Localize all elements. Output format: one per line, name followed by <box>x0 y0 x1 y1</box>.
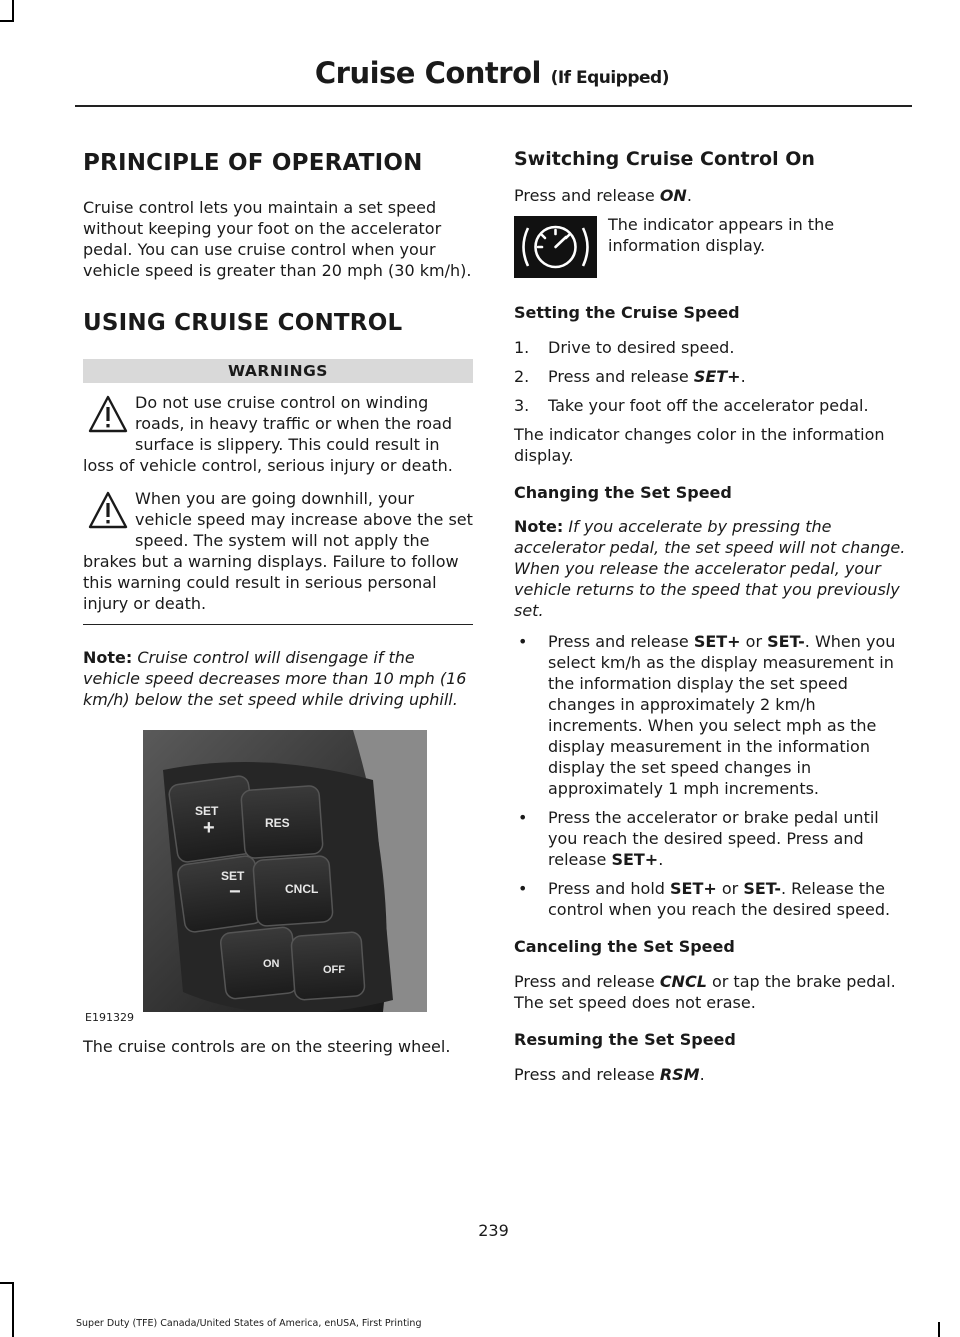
set-plus-sign: + <box>203 817 215 840</box>
res-label: RES <box>265 816 290 831</box>
switch-heading: Switching Cruise Control On <box>514 148 815 170</box>
crop-mark <box>938 1322 940 1337</box>
bullet-item: • Press and hold SET+ or SET-. Release the control when you reach the desired speed. <box>518 879 891 920</box>
off-label: OFF <box>323 964 345 977</box>
press-release-text: Press and release <box>514 185 655 205</box>
warnings-end-rule <box>83 624 473 625</box>
crop-mark <box>0 20 14 22</box>
principle-text: Cruise control lets you maintain a set speed without keeping your foot on the accelerator pedal. You can use cruise control when your vehicle speed is greater than 20 mph (30 km/h). <box>83 197 472 280</box>
set-minus-label: SET <box>221 869 245 884</box>
canceling-heading: Canceling the Set Speed <box>514 937 735 957</box>
resuming-text: Press and release RSM. <box>514 1064 705 1084</box>
cruise-indicator-icon <box>514 216 597 278</box>
warning-1 <box>83 392 473 476</box>
right-column <box>514 140 906 1085</box>
warning-2-text: When you are going downhill, your vehicle speed may increase above the set speed. The system will not apply the brakes but a warning displays. Failure to follow this warning could result in serious personal injury or death. <box>83 489 473 614</box>
warning-triangle-icon <box>87 393 129 435</box>
bullet-item: • Press and release SET+ or SET-. When you select km/h as the display measurement in the information display the set speed changes in approximately 2 km/h increments. When you select mph as the display measurement in the information display the set speed changes in approximately 1 mph increments. <box>518 632 896 799</box>
rsm-keyword: RSM <box>659 1064 700 1084</box>
note-label: Note: <box>514 517 564 537</box>
resuming-heading: Resuming the Set Speed <box>514 1030 736 1050</box>
header-rule <box>75 105 912 107</box>
changing-bullets <box>514 631 906 920</box>
indicator-block <box>514 216 906 284</box>
on-keyword: ON <box>659 185 687 205</box>
period: . <box>686 185 692 205</box>
header-title-suffix: (If Equipped) <box>550 68 669 88</box>
principle-heading: PRINCIPLE OF OPERATION <box>83 150 423 176</box>
warnings-bar: WARNINGS <box>83 359 473 383</box>
note-text: Cruise control will disengage if the vehicle speed decreases more than 10 mph (16 km/h) below the set speed while driving uphill. <box>83 648 467 710</box>
cncl-label: CNCL <box>285 882 319 897</box>
crop-mark <box>0 1282 14 1284</box>
header-title: Cruise Control <box>314 56 541 90</box>
bullet-item: • Press the accelerator or brake pedal until you reach the desired speed. Press and release SET+. <box>518 808 879 870</box>
page-number: 239 <box>478 1221 509 1240</box>
indicator-text: The indicator appears in the information display. <box>608 214 835 255</box>
crop-mark <box>12 1282 14 1337</box>
left-note <box>83 647 473 710</box>
on-label: ON <box>263 958 280 971</box>
left-column <box>83 140 473 1057</box>
step-item: 3. Take your foot off the accelerator pedal. <box>514 395 869 415</box>
changing-heading: Changing the Set Speed <box>514 482 732 502</box>
steering-wheel-controls-photo <box>143 730 427 1012</box>
setting-steps <box>514 337 906 416</box>
set-minus-sign: − <box>229 881 241 904</box>
page-header <box>315 56 669 90</box>
warning-triangle-icon <box>87 489 129 531</box>
footer-text: Super Duty (TFE) Canada/United States of America, enUSA, First Printing <box>76 1318 422 1329</box>
step-item: 1. Drive to desired speed. <box>514 337 735 357</box>
note-label: Note: <box>83 648 133 668</box>
caption: The cruise controls are on the steering wheel. <box>83 1037 451 1057</box>
steering-controls-illustration <box>143 730 427 1012</box>
indicator-changes-text: The indicator changes color in the information display. <box>514 424 885 465</box>
using-heading: USING CRUISE CONTROL <box>83 309 403 336</box>
warning-1-text: Do not use cruise control on winding roads, in heavy traffic or when the road surface is slippery. This could result in loss of vehicle control, serious injury or death. <box>83 393 453 476</box>
photo-code: E191329 <box>85 1011 134 1025</box>
canceling-text: Press and release CNCL or tap the brake pedal. The set speed does not erase. <box>514 972 896 1013</box>
note-text: If you accelerate by pressing the accelerator pedal, the set speed will not change. When you release the accelerator pedal, your vehicle returns to the speed that you previously set. <box>514 517 906 621</box>
cncl-keyword: CNCL <box>659 972 707 992</box>
switch-text <box>514 185 906 206</box>
crop-mark <box>12 0 14 22</box>
step-item: 2. Press and release SET+. <box>514 366 746 386</box>
warning-2 <box>83 488 473 614</box>
photo-block <box>83 730 473 1025</box>
setting-heading: Setting the Cruise Speed <box>514 302 740 322</box>
set-plus-label: SET <box>195 804 219 819</box>
right-note <box>514 516 906 621</box>
